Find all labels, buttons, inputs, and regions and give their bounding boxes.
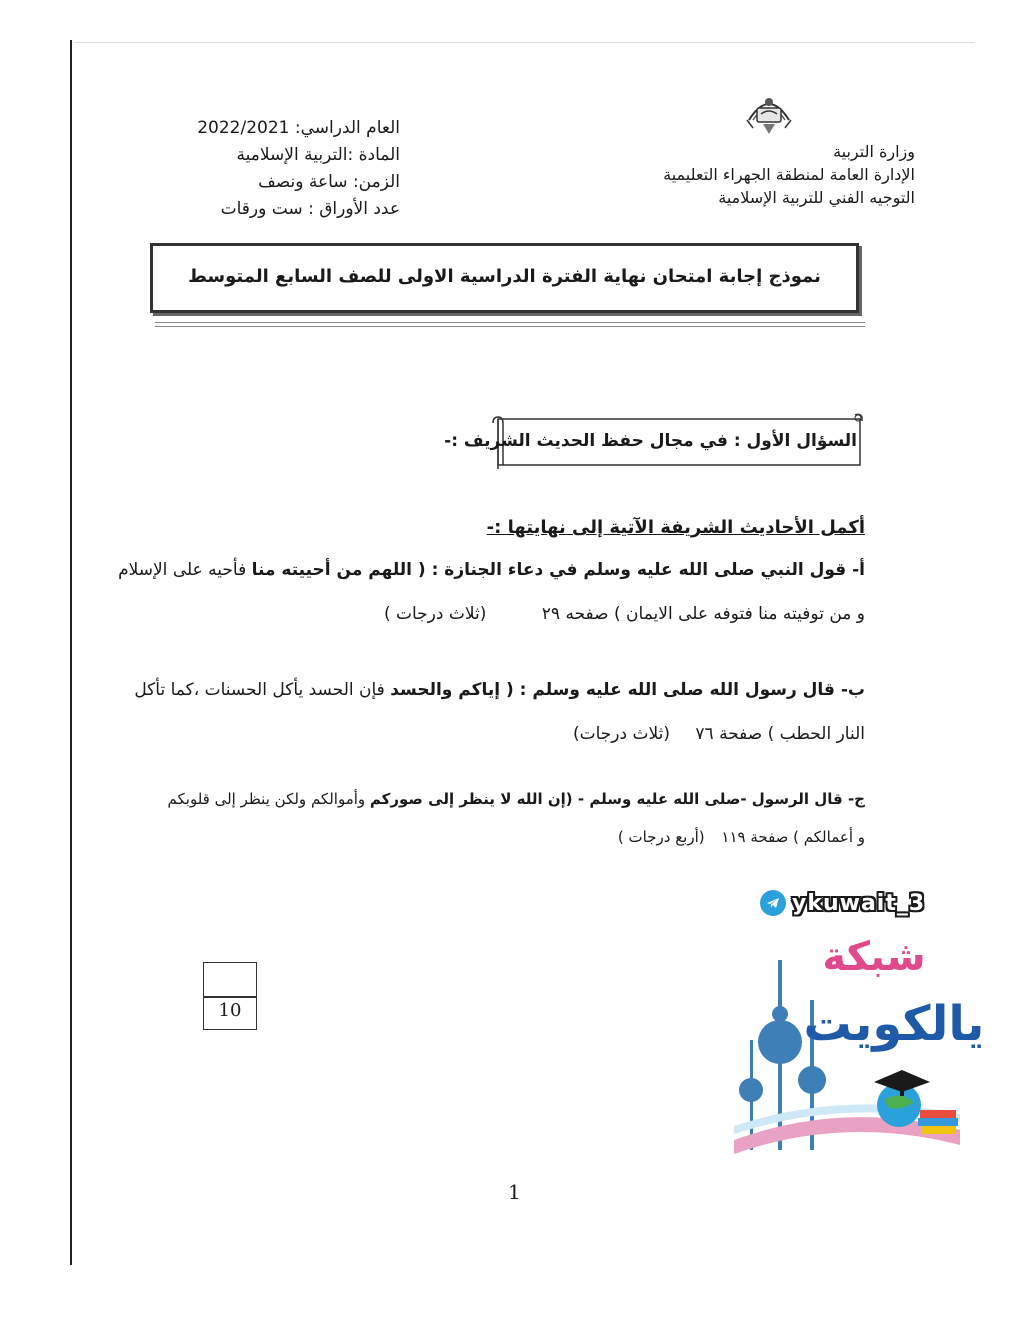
supervision-name: التوجيه الفني للتربية الإسلامية xyxy=(718,188,915,207)
kuwait-crest-icon xyxy=(743,90,795,136)
directorate-name: الإدارة العامة لمنطقة الجهراء التعليمية xyxy=(663,165,915,184)
exam-title: نموذج إجابة امتحان نهاية الفترة الدراسية الاولى للصف السابع المتوسط xyxy=(188,266,821,287)
network-logo xyxy=(724,930,985,1160)
page-edge xyxy=(70,40,72,1265)
hadith-b-intro: ب- قال رسول الله صلى الله عليه وسلم : ( إياكم والحسد xyxy=(390,680,865,700)
hadith-a-ending: و من توفيته منا فتوفه على الايمان ) صفحه ٢٩ xyxy=(541,604,865,624)
exam-duration: الزمن: ساعة ونصف xyxy=(258,172,400,192)
hadith-b-line2 xyxy=(573,724,865,744)
exam-info xyxy=(190,115,400,223)
instruction: أكمل الأحاديث الشريفة الآتية إلى نهايتها :- xyxy=(486,517,865,538)
double-rule-divider xyxy=(155,322,865,327)
svg-text:يالكويت: يالكويت xyxy=(803,996,985,1052)
hadith-b-ending: النار الحطب ) صفحة ٧٦ xyxy=(695,724,865,744)
academic-year: العام الدراسي: 2022/2021 xyxy=(197,118,400,138)
hadith-c-line2 xyxy=(618,828,865,846)
hadith-a-answer: فأحيه على الإسلام xyxy=(118,560,252,580)
hadith-b-line1 xyxy=(134,680,865,700)
hadith-b-answer: فإن الحسد يأكل الحسنات ،كما تأكل xyxy=(134,680,391,700)
hadith-c-intro: ج- قال الرسول -صلى الله عليه وسلم - (إن الله لا ينظر إلى صوركم xyxy=(369,790,865,808)
ministry-header xyxy=(615,140,915,209)
page-number: 1 xyxy=(508,1180,521,1204)
hadith-a-line1 xyxy=(118,560,865,580)
hadith-a-marks: (ثلاث درجات ) xyxy=(383,604,487,624)
subject: المادة :التربية الإسلامية xyxy=(236,145,400,165)
top-edge xyxy=(75,42,975,43)
ministry-name: وزارة التربية xyxy=(833,142,915,161)
telegram-handle: ykuwait_3 xyxy=(792,890,926,916)
question-heading-scroll xyxy=(444,413,865,469)
title-box xyxy=(150,243,859,313)
telegram-icon xyxy=(760,890,786,916)
svg-text:شبكة: شبكة xyxy=(822,934,926,980)
hadith-a-intro: أ- قول النبي صلى الله عليه وسلم في دعاء الجنازة : ( اللهم من أحييته منا xyxy=(251,560,865,580)
hadith-b-marks: (ثلاث درجات) xyxy=(572,724,671,744)
question1-heading: السؤال الأول : في مجال حفظ الحديث الشريف :- xyxy=(444,431,857,451)
hadith-c-marks: (أربع درجات ) xyxy=(617,828,705,846)
score-divider xyxy=(204,996,256,998)
kuwait-towers-logo-icon xyxy=(724,930,985,1160)
score-box xyxy=(203,962,257,1030)
page-count: عدد الأوراق : ست ورقات xyxy=(220,199,400,219)
hadith-c-answer: وأموالكم ولكن ينظر إلى قلوبكم xyxy=(167,790,370,808)
telegram-watermark xyxy=(760,890,925,916)
hadith-c-ending: و أعمالكم ) صفحة ١١٩ xyxy=(721,828,865,846)
score-total: 10 xyxy=(218,1000,242,1021)
hadith-a-line2 xyxy=(384,604,865,624)
hadith-c-line1 xyxy=(168,790,866,808)
